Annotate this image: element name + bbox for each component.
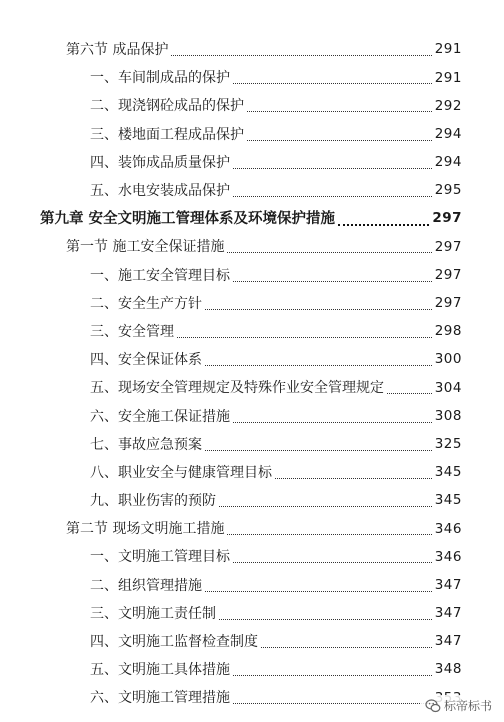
toc-entry-page: 291 (434, 41, 462, 58)
toc-entry-label: 三、安全管理 (90, 323, 174, 340)
toc-entry-page: 304 (434, 379, 462, 396)
dot-leader (233, 561, 432, 563)
toc-entry-page: 297 (434, 238, 462, 255)
toc-entry[interactable] (0, 628, 504, 656)
toc-entry-label: 七、事故应急预案 (90, 436, 202, 453)
toc-entry-label: 三、文明施工责任制 (90, 605, 216, 622)
dot-leader (387, 392, 432, 394)
dot-leader (219, 505, 432, 507)
toc-entry-label: 八、职业安全与健康管理目标 (90, 464, 272, 481)
dot-leader (233, 167, 432, 169)
toc-entry-label: 五、水电安装成品保护 (90, 183, 230, 200)
dot-leader (205, 308, 432, 310)
dot-leader (227, 533, 431, 535)
table-of-contents (0, 36, 504, 713)
watermark-text: 标帝标书 (443, 699, 492, 713)
dot-leader (227, 251, 431, 253)
toc-entry[interactable] (0, 262, 504, 290)
toc-entry-label: 六、安全施工保证措施 (90, 408, 230, 425)
toc-entry[interactable] (0, 374, 504, 402)
toc-entry-page: 347 (434, 633, 462, 650)
toc-chapter-entry[interactable] (0, 205, 504, 233)
toc-entry-label: 第九章 安全文明施工管理体系及环境保护措施 (40, 209, 336, 227)
toc-entry[interactable] (0, 656, 504, 684)
toc-entry[interactable] (0, 515, 504, 543)
dot-leader (233, 674, 432, 676)
toc-entry-label: 第一节 施工安全保证措施 (66, 239, 225, 256)
toc-entry-page: 297 (434, 295, 462, 312)
dot-leader (233, 702, 432, 704)
wechat-icon (425, 698, 441, 714)
toc-entry-page: 347 (434, 576, 462, 593)
toc-entry-label: 九、职业伤害的预防 (90, 493, 216, 510)
toc-entry-page: 297 (432, 210, 462, 227)
toc-entry-page: 345 (434, 464, 462, 481)
dot-leader (247, 110, 432, 112)
toc-entry-page: 325 (434, 435, 462, 452)
dot-leader (338, 223, 429, 226)
dot-leader (205, 590, 432, 592)
toc-entry-page: 346 (434, 520, 462, 537)
toc-entry-label: 第二节 现场文明施工措施 (66, 521, 225, 538)
toc-entry-label: 四、装饰成品质量保护 (90, 154, 230, 171)
dot-leader (261, 646, 432, 648)
dot-leader (205, 449, 432, 451)
toc-entry-page: 295 (434, 182, 462, 199)
toc-entry[interactable] (0, 459, 504, 487)
toc-entry-label: 第六节 成品保护 (66, 42, 169, 59)
toc-entry-label: 二、组织管理措施 (90, 577, 202, 594)
watermark (421, 695, 496, 716)
toc-entry-page: 300 (434, 351, 462, 368)
toc-entry-label: 二、安全生产方针 (90, 295, 202, 312)
toc-entry-page: 346 (434, 548, 462, 565)
toc-entry[interactable] (0, 318, 504, 346)
toc-entry[interactable] (0, 121, 504, 149)
toc-entry[interactable] (0, 64, 504, 92)
toc-entry[interactable] (0, 346, 504, 374)
toc-entry-page: 297 (434, 266, 462, 283)
toc-entry-label: 一、车间制成品的保护 (90, 70, 230, 87)
toc-entry[interactable] (0, 543, 504, 571)
toc-entry-label: 四、文明施工监督检查制度 (90, 634, 258, 651)
dot-leader (177, 336, 432, 338)
toc-entry-label: 六、文明施工管理措施 (90, 690, 230, 707)
toc-entry[interactable] (0, 233, 504, 261)
toc-entry-label: 一、文明施工管理目标 (90, 549, 230, 566)
dot-leader (205, 364, 432, 366)
toc-entry-label: 四、安全保证体系 (90, 352, 202, 369)
dot-leader (233, 421, 432, 423)
dot-leader (233, 195, 432, 197)
toc-entry[interactable] (0, 402, 504, 430)
toc-entry[interactable] (0, 149, 504, 177)
toc-entry[interactable] (0, 487, 504, 515)
dot-leader (233, 280, 432, 282)
toc-entry-page: 298 (434, 323, 462, 340)
dot-leader (171, 54, 431, 56)
toc-entry[interactable] (0, 572, 504, 600)
toc-entry-label: 五、现场安全管理规定及特殊作业安全管理规定 (90, 380, 384, 397)
toc-entry[interactable] (0, 600, 504, 628)
dot-leader (275, 477, 432, 479)
toc-entry-page: 345 (434, 492, 462, 509)
toc-entry-page: 347 (434, 605, 462, 622)
toc-entry-label: 一、施工安全管理目标 (90, 267, 230, 284)
toc-entry-label: 五、文明施工具体措施 (90, 662, 230, 679)
toc-entry-label: 三、楼地面工程成品保护 (90, 126, 244, 143)
toc-entry-page: 348 (434, 661, 462, 678)
toc-entry[interactable] (0, 431, 504, 459)
toc-entry[interactable] (0, 290, 504, 318)
toc-entry-page: 294 (434, 125, 462, 142)
dot-leader (233, 82, 432, 84)
toc-entry[interactable] (0, 36, 504, 64)
toc-entry-page: 308 (434, 407, 462, 424)
toc-entry-page: 291 (434, 69, 462, 86)
toc-entry-label: 二、现浇钢砼成品的保护 (90, 98, 244, 115)
toc-entry[interactable] (0, 177, 504, 205)
dot-leader (219, 618, 432, 620)
toc-entry-page: 294 (434, 154, 462, 171)
toc-entry-page: 292 (434, 97, 462, 114)
toc-entry[interactable] (0, 92, 504, 120)
dot-leader (247, 139, 432, 141)
